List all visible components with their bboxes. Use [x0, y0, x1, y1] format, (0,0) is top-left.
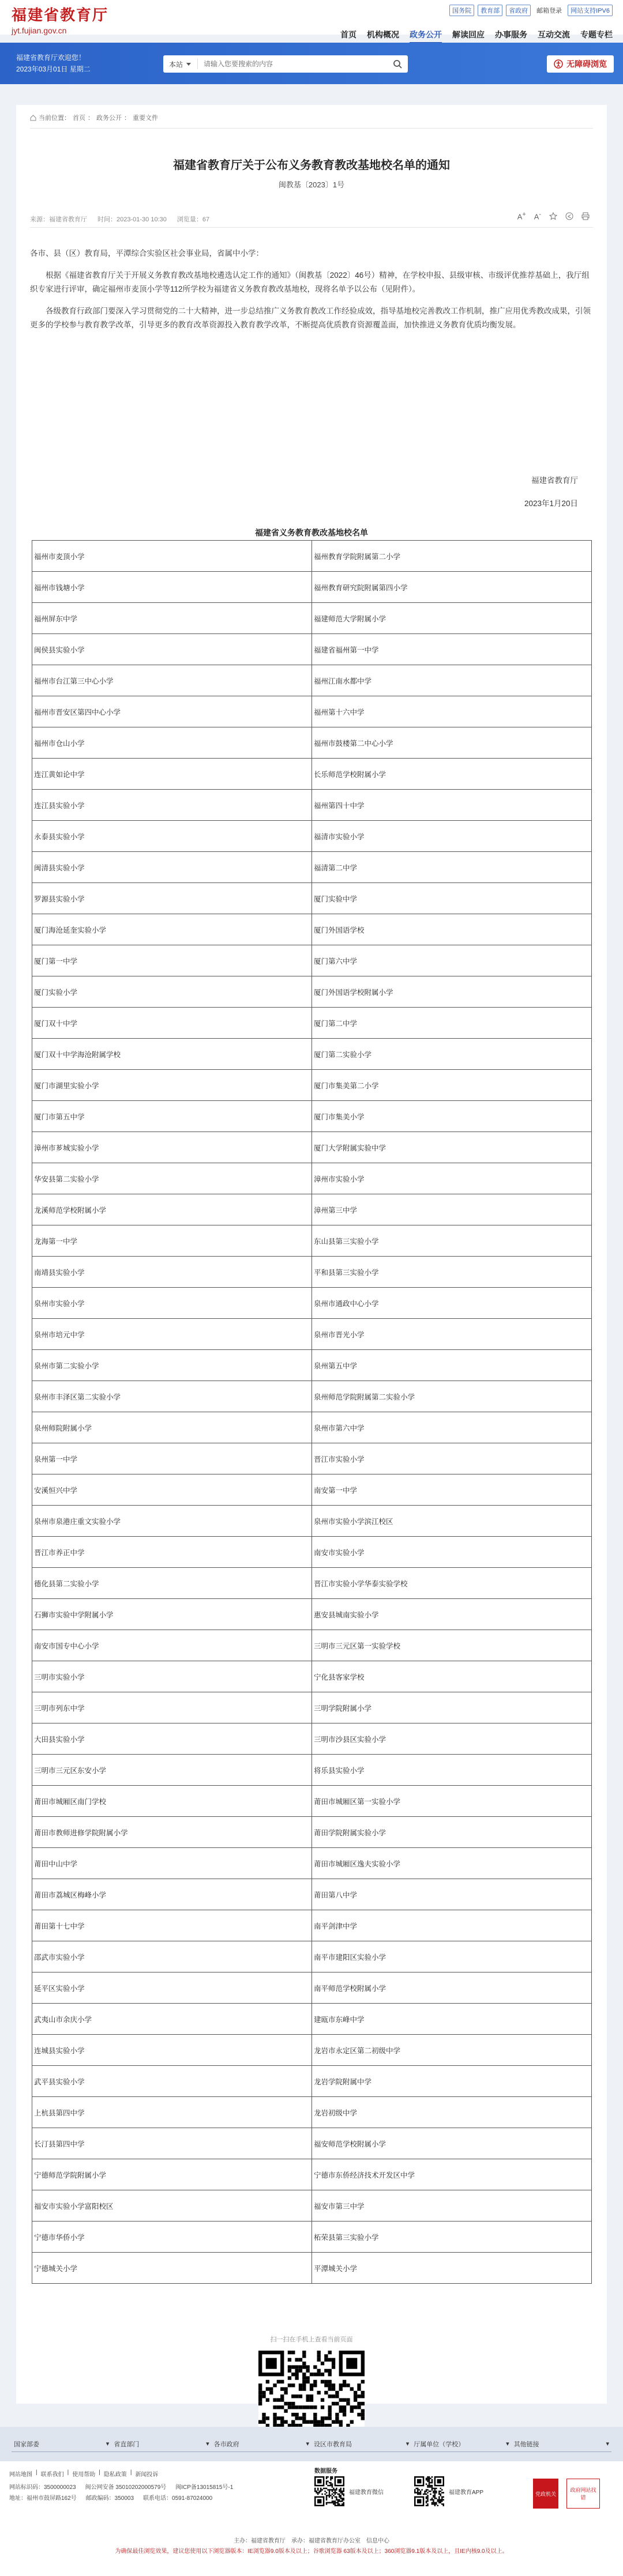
party-gov-badge[interactable]: 党政机关	[533, 2479, 558, 2509]
school-cell: 厦门外国语学校附属小学	[312, 976, 592, 1008]
link-mail-login[interactable]: 邮箱登录	[536, 7, 562, 14]
table-row	[32, 665, 592, 696]
school-cell: 晋江市实验小学华泰实验学校	[312, 1568, 592, 1599]
table-row	[32, 1008, 592, 1039]
welcome-block	[16, 52, 91, 75]
school-cell: 连城县实验小学	[32, 2035, 312, 2066]
school-cell: 德化县第二实验小学	[32, 1568, 312, 1599]
table-row	[32, 821, 592, 852]
school-cell: 武夷山市余庆小学	[32, 2004, 312, 2035]
school-cell: 福安市第三中学	[312, 2190, 592, 2222]
table-row	[32, 1039, 592, 1070]
school-cell: 三明市三元区第一实验学校	[312, 1630, 592, 1661]
school-cell: 南平市建阳区实验小学	[312, 1941, 592, 1972]
school-cell: 厦门大学附属实验中学	[312, 1132, 592, 1163]
barrier-free-button[interactable]	[547, 55, 614, 73]
table-row	[32, 2190, 592, 2222]
table-row	[32, 1910, 592, 1941]
divider	[30, 128, 593, 129]
select-other-links[interactable]: 其他链接 ▾	[512, 2436, 611, 2452]
school-cell: 惠安县城南实验小学	[312, 1599, 592, 1630]
school-cell: 福安市实验小学富阳校区	[32, 2190, 312, 2222]
table-row	[32, 852, 592, 883]
school-cell: 厦门市集美第二小学	[312, 1070, 592, 1101]
meta-views: 浏览量：67	[177, 216, 210, 223]
school-cell: 龙岩初级中学	[312, 2097, 592, 2128]
school-cell: 莆田第十七中学	[32, 1910, 312, 1941]
chevron-down-icon: ▾	[506, 2441, 509, 2447]
page-title: 福建省教育厅关于公布义务教育教改基地校名单的通知	[173, 159, 450, 172]
main-nav	[340, 29, 613, 44]
table-row	[32, 1288, 592, 1319]
icp-record[interactable]: 闽ICP备13015815号-1	[175, 2484, 234, 2491]
wechat-label: 福建教育微信	[349, 2489, 384, 2496]
school-cell: 福州第四十中学	[312, 790, 592, 821]
qr-label: 扫一扫在手机上查看当前页面	[270, 2336, 353, 2343]
print-icon[interactable]	[581, 212, 590, 220]
site-header	[0, 0, 623, 39]
school-cell: 福州市麦顶小学	[32, 541, 312, 572]
link-guowuyuan[interactable]: 国务院	[449, 5, 474, 16]
table-row	[32, 1941, 592, 1972]
nav-interaction[interactable]: 互动交流	[538, 30, 570, 39]
table-row	[32, 572, 592, 603]
app-label: 福建教育APP	[449, 2489, 484, 2496]
search-box	[163, 55, 408, 73]
school-cell: 厦门双十中学	[32, 1008, 312, 1039]
school-cell: 漳州市芗城实验小学	[32, 1132, 312, 1163]
table-row	[32, 696, 592, 727]
select-city-govs[interactable]: 各市政府 ▾	[212, 2436, 312, 2452]
breadcrumb-home[interactable]: 首页	[73, 115, 85, 122]
school-cell: 罗源县实验小学	[32, 883, 312, 914]
school-cell: 福州教育研究院附属第四小学	[312, 572, 592, 603]
school-cell: 龙海第一中学	[32, 1225, 312, 1257]
breadcrumb: 当前位置： 首页 ： 政务公开 ： 重要文件	[30, 113, 158, 122]
school-cell: 漳州第三中学	[312, 1194, 592, 1225]
table-row	[32, 1786, 592, 1817]
table-row	[32, 1661, 592, 1692]
school-cell: 邵武市实验小学	[32, 1941, 312, 1972]
school-cell: 上杭县第四中学	[32, 2097, 312, 2128]
footer-info	[9, 2482, 242, 2504]
school-cell: 龙溪师范学校附属小学	[32, 1194, 312, 1225]
school-cell: 泉州市第二实验小学	[32, 1350, 312, 1381]
data-service-label: 数据服务	[314, 2468, 337, 2475]
school-cell: 晋江市实验小学	[312, 1443, 592, 1474]
nav-interpret[interactable]: 解读回应	[452, 30, 485, 39]
error-report-badge[interactable]: 政府网站找错	[566, 2479, 600, 2509]
table-row	[32, 976, 592, 1008]
table-row	[32, 2128, 592, 2159]
article-meta	[30, 214, 209, 224]
school-cell: 福州市鼓楼第二中心小学	[312, 727, 592, 759]
police-record[interactable]: 闽公网安备 35010202000579号	[85, 2484, 167, 2491]
address: 地址：福州市鼓屏路162号	[9, 2495, 77, 2502]
select-national-ministries[interactable]: 国家部委 ▾	[12, 2436, 111, 2452]
footer-bottom	[0, 2536, 623, 2557]
table-row	[32, 1630, 592, 1661]
select-provincial-depts[interactable]: 省直部门 ▾	[111, 2436, 211, 2452]
table-row	[32, 2253, 592, 2284]
school-cell: 莆田第八中学	[312, 1879, 592, 1910]
school-cell: 柘荣县第三实验小学	[312, 2222, 592, 2253]
table-row	[32, 2035, 592, 2066]
table-row	[32, 759, 592, 790]
school-cell: 长汀县第四中学	[32, 2128, 312, 2159]
school-cell: 福州市钱塘小学	[32, 572, 312, 603]
school-cell: 厦门实验中学	[312, 883, 592, 914]
table-row	[32, 883, 592, 914]
select-affiliated-units[interactable]: 厅属单位（学校） ▾	[411, 2436, 511, 2452]
table-row	[32, 1412, 592, 1443]
nav-gov-open[interactable]: 政务公开	[410, 29, 442, 44]
nav-about[interactable]: 机构概况	[367, 30, 399, 39]
school-cell: 泉州市丰泽区第二实验小学	[32, 1381, 312, 1412]
salutation: 各市、县（区）教育局，平潭综合实验区社会事业局，省属中小学：	[30, 249, 264, 258]
app-qr	[414, 2476, 483, 2506]
browser-tip: 为确保最佳浏览效果，建议您使用以下浏览器版本：IE浏览器9.0版本及以上；谷歌浏览器 63版本及以上；360浏览器9.1版本及以上，且IE内核9.0及以上。	[115, 2548, 508, 2555]
phone: 联系电话：0591-87024000	[143, 2495, 213, 2502]
barrier-free-label: 无障碍浏览	[566, 59, 607, 69]
divider	[30, 227, 593, 228]
qr-code-icon	[314, 2476, 344, 2506]
table-row	[32, 945, 592, 976]
school-cell: 厦门第二实验小学	[312, 1039, 592, 1070]
school-cell: 泉州市实验小学滨江校区	[312, 1506, 592, 1537]
school-cell: 宁德城关小学	[32, 2253, 312, 2284]
school-cell: 泉州师院附属小学	[32, 1412, 312, 1443]
table-row	[32, 1755, 592, 1786]
nav-service[interactable]: 办事服务	[495, 30, 527, 39]
school-cell: 莆田市城厢区第一实验小学	[312, 1786, 592, 1817]
school-cell: 三明市实验小学	[32, 1661, 312, 1692]
school-cell: 厦门第一中学	[32, 945, 312, 976]
footer-complaint[interactable]: 新闻投诉	[135, 2472, 159, 2478]
table-row	[32, 2097, 592, 2128]
table-row	[32, 1506, 592, 1537]
site-logo[interactable]	[12, 3, 108, 35]
font-decrease-icon[interactable]: A-	[534, 211, 541, 221]
site-footer	[0, 2461, 623, 2576]
table-row	[32, 1972, 592, 2004]
link-jiaoyubu[interactable]: 教育部	[478, 5, 502, 16]
school-cell: 泉州师范学院附属第二实验小学	[312, 1381, 592, 1412]
table-row	[32, 1225, 592, 1257]
school-cell: 永泰县实验小学	[32, 821, 312, 852]
school-cell: 福州教育学院附属第二小学	[312, 541, 592, 572]
accessibility-icon	[554, 59, 563, 69]
logo-title: 福建省教育厅	[12, 7, 109, 24]
school-cell: 泉州第五中学	[312, 1350, 592, 1381]
school-cell: 建瓯市东峰中学	[312, 2004, 592, 2035]
postcode: 邮政编码：350003	[85, 2495, 134, 2502]
school-cell: 南安市国专中心小学	[32, 1630, 312, 1661]
school-cell: 厦门海沧延奎实验小学	[32, 914, 312, 945]
footer-sitemap[interactable]: 网站地图	[9, 2472, 32, 2478]
school-cell: 平和县第三实验小学	[312, 1257, 592, 1288]
school-cell: 三明市三元区东安小学	[32, 1755, 312, 1786]
article-tools	[517, 211, 590, 221]
welcome-text: 福建省教育厅欢迎您！	[16, 54, 86, 62]
footer-links: 网站地图 | 联系我们 | 使用帮助 | 隐私政策 | 新闻投诉	[9, 2469, 159, 2478]
nav-home[interactable]: 首页	[340, 30, 356, 39]
school-cell: 武平县实验小学	[32, 2066, 312, 2097]
search-input[interactable]	[198, 60, 387, 68]
nav-topics[interactable]: 专题专栏	[580, 30, 613, 39]
school-cell: 龙岩学院附属中学	[312, 2066, 592, 2097]
school-cell: 三明学院附属小学	[312, 1692, 592, 1723]
footer-contact[interactable]: 联系我们	[40, 2472, 64, 2478]
school-cell: 宁德市华侨小学	[32, 2222, 312, 2253]
school-cell: 华安县第二实验小学	[32, 1163, 312, 1194]
school-cell: 福建师范大学附属小学	[312, 603, 592, 634]
school-cell: 莆田市教师进修学院附属小学	[32, 1817, 312, 1848]
school-cell: 福州屏东中学	[32, 603, 312, 634]
school-cell: 连江县实验小学	[32, 790, 312, 821]
home-icon	[30, 115, 36, 121]
meta-source: 来源：福建省教育厅	[30, 216, 87, 223]
school-cell: 厦门市第五中学	[32, 1101, 312, 1132]
school-cell: 福州市晋安区第四中心小学	[32, 696, 312, 727]
table-row	[32, 2159, 592, 2190]
school-cell: 泉州市泉港庄重文实验小学	[32, 1506, 312, 1537]
search-banner	[0, 43, 623, 84]
school-cell: 福州江南水都中学	[312, 665, 592, 696]
school-cell: 厦门第六中学	[312, 945, 592, 976]
chevron-down-icon	[186, 63, 191, 66]
school-cell: 泉州市实验小学	[32, 1288, 312, 1319]
school-cell: 福州第十六中学	[312, 696, 592, 727]
search-icon	[393, 59, 402, 69]
table-row	[32, 727, 592, 759]
top-links	[449, 5, 613, 16]
article-card	[16, 105, 607, 2404]
school-cell: 厦门市集美小学	[312, 1101, 592, 1132]
school-cell: 泉州市通政中心小学	[312, 1288, 592, 1319]
table-row	[32, 2066, 592, 2097]
chevron-down-icon: ▾	[306, 2441, 309, 2447]
share-icon[interactable]	[565, 212, 573, 220]
school-cell: 福州市仓山小学	[32, 727, 312, 759]
search-button[interactable]	[387, 55, 408, 73]
table-row	[32, 603, 592, 634]
school-cell: 莆田市城厢区逸夫实验小学	[312, 1848, 592, 1879]
table-row	[32, 2222, 592, 2253]
paragraph-1: 根据《福建省教育厅关于开展义务教育教改基地校遴选认定工作的通知》（闽教基〔2022〕46号）精神，在学校申报、县级审核、市级评优推荐基础上，我厅组织专家进行评审，确定福州市麦顶小学等112所学校为福建省义务教育教改基地校，现将名单予以公布（见附件）。	[30, 271, 590, 293]
table-row	[32, 1568, 592, 1599]
chevron-down-icon: ▾	[106, 2441, 110, 2447]
school-cell: 龙岩市永定区第二初级中学	[312, 2035, 592, 2066]
school-cell: 厦门市湖里实验小学	[32, 1070, 312, 1101]
table-row	[32, 1319, 592, 1350]
school-cell: 石狮市实验中学附属小学	[32, 1599, 312, 1630]
table-row	[32, 541, 592, 572]
school-cell: 大田县实验小学	[32, 1723, 312, 1755]
school-cell: 福清市实验小学	[312, 821, 592, 852]
star-icon[interactable]	[549, 212, 557, 220]
school-cell: 泉州市培元中学	[32, 1319, 312, 1350]
table-row	[32, 1599, 592, 1630]
table-row	[32, 1350, 592, 1381]
school-list-table	[32, 540, 592, 2284]
table-row	[32, 1132, 592, 1163]
search-scope-select[interactable]	[163, 59, 198, 69]
school-cell: 平潭城关小学	[312, 2253, 592, 2284]
chevron-down-icon: ▾	[406, 2441, 410, 2447]
school-cell: 三明市列东中学	[32, 1692, 312, 1723]
school-cell: 福建省福州第一中学	[312, 634, 592, 665]
link-shengzhengfu[interactable]: 省政府	[506, 5, 531, 16]
table-row	[32, 1817, 592, 1848]
school-cell: 泉州市第六中学	[312, 1412, 592, 1443]
table-row	[32, 1163, 592, 1194]
school-cell: 莆田市城厢区南门学校	[32, 1786, 312, 1817]
school-cell: 晋江市养正中学	[32, 1537, 312, 1568]
school-cell: 福州市台江第三中心小学	[32, 665, 312, 696]
select-city-edu-bureaus[interactable]: 设区市教育局 ▾	[312, 2436, 411, 2452]
meta-time: 时间：2023-01-30 10:30	[97, 216, 167, 223]
date-text: 2023年03月01日 星期二	[16, 65, 91, 73]
table-row	[32, 1537, 592, 1568]
school-cell: 南安第一中学	[312, 1474, 592, 1506]
wechat-qr	[314, 2476, 384, 2506]
table-row	[32, 634, 592, 665]
breadcrumb-label: 当前位置：	[39, 115, 70, 122]
table-row	[32, 1879, 592, 1910]
table-row	[32, 1474, 592, 1506]
school-cell: 福安师范学校附属小学	[312, 2128, 592, 2159]
qr-code-icon	[414, 2476, 444, 2506]
article-body	[30, 247, 593, 340]
font-increase-icon[interactable]: A+	[517, 211, 526, 221]
school-cell: 延平区实验小学	[32, 1972, 312, 2004]
table-row	[32, 1723, 592, 1755]
table-row	[32, 1194, 592, 1225]
table-row	[32, 1070, 592, 1101]
table-row	[32, 790, 592, 821]
school-cell: 泉州第一中学	[32, 1443, 312, 1474]
school-cell: 东山县第三实验小学	[312, 1225, 592, 1257]
school-cell: 南平剑津中学	[312, 1910, 592, 1941]
school-cell: 长乐师范学校附属小学	[312, 759, 592, 790]
table-row	[32, 2004, 592, 2035]
school-cell: 泉州市晋光小学	[312, 1319, 592, 1350]
footer-badges	[533, 2479, 600, 2509]
link-ipv6[interactable]: 网站支持IPV6	[568, 5, 613, 16]
school-cell: 莆田学院附属实验小学	[312, 1817, 592, 1848]
table-row	[32, 1848, 592, 1879]
table-row	[32, 1443, 592, 1474]
school-cell: 将乐县实验小学	[312, 1755, 592, 1786]
school-cell: 南靖县实验小学	[32, 1257, 312, 1288]
school-cell: 莆田市荔城区梅峰小学	[32, 1879, 312, 1910]
sponsor-text: 主办：福建省教育厅 承办：福建省教育厅办公室 信息中心	[234, 2538, 389, 2544]
paragraph-2: 各级教育行政部门要深入学习贯彻党的二十大精神，进一步总结推广义务教育教改工作经验成效，指导基地校完善教改工作机制，推广应用优秀教改成果，引领更多的学校参与教育教学改革，引导更多的教育改革资源投入教育教学改革，不断提高优质教育资源覆盖面，加快推进义务教育优质均衡发展。	[30, 307, 591, 329]
school-cell: 漳州市实验小学	[312, 1163, 592, 1194]
school-cell: 莆田中山中学	[32, 1848, 312, 1879]
breadcrumb-gov-open[interactable]: 政务公开	[96, 115, 122, 122]
table-row	[32, 914, 592, 945]
school-cell: 厦门实验小学	[32, 976, 312, 1008]
search-scope-label: 本站	[169, 60, 183, 69]
school-cell: 闽侯县实验小学	[32, 634, 312, 665]
school-cell: 厦门外国语学校	[312, 914, 592, 945]
doc-number: 闽教基〔2023〕1号	[278, 180, 345, 189]
table-row	[32, 1692, 592, 1723]
school-cell: 南平师范学校附属小学	[312, 1972, 592, 2004]
sign-org: 福建省教育厅	[531, 476, 578, 485]
site-id: 网站标识码：3500000023	[9, 2484, 76, 2491]
table-row	[32, 1381, 592, 1412]
table-row	[32, 1257, 592, 1288]
school-cell: 闽清县实验小学	[32, 852, 312, 883]
footer-link-bar	[0, 2427, 623, 2461]
school-cell: 宁德市东侨经济技术开发区中学	[312, 2159, 592, 2190]
school-cell: 安溪恒兴中学	[32, 1474, 312, 1506]
school-cell: 福清第二中学	[312, 852, 592, 883]
chevron-down-icon: ▾	[206, 2441, 209, 2447]
chevron-down-icon: ▾	[606, 2441, 609, 2447]
school-cell: 厦门第二中学	[312, 1008, 592, 1039]
school-cell: 三明市沙县区实验小学	[312, 1723, 592, 1755]
footer-help[interactable]: 使用帮助	[72, 2472, 96, 2478]
breadcrumb-important-docs[interactable]: 重要文件	[133, 115, 158, 122]
school-cell: 南安市实验小学	[312, 1537, 592, 1568]
footer-privacy[interactable]: 隐私政策	[103, 2472, 127, 2478]
school-cell: 宁化县客家学校	[312, 1661, 592, 1692]
sign-date: 2023年1月20日	[524, 499, 578, 508]
logo-url: jyt.fujian.gov.cn	[12, 26, 67, 35]
school-cell: 连江黄如论中学	[32, 759, 312, 790]
table-row	[32, 1101, 592, 1132]
school-cell: 厦门双十中学海沧附属学校	[32, 1039, 312, 1070]
list-title: 福建省义务教育教改基地校名单	[255, 528, 368, 537]
school-cell: 宁德师范学院附属小学	[32, 2159, 312, 2190]
